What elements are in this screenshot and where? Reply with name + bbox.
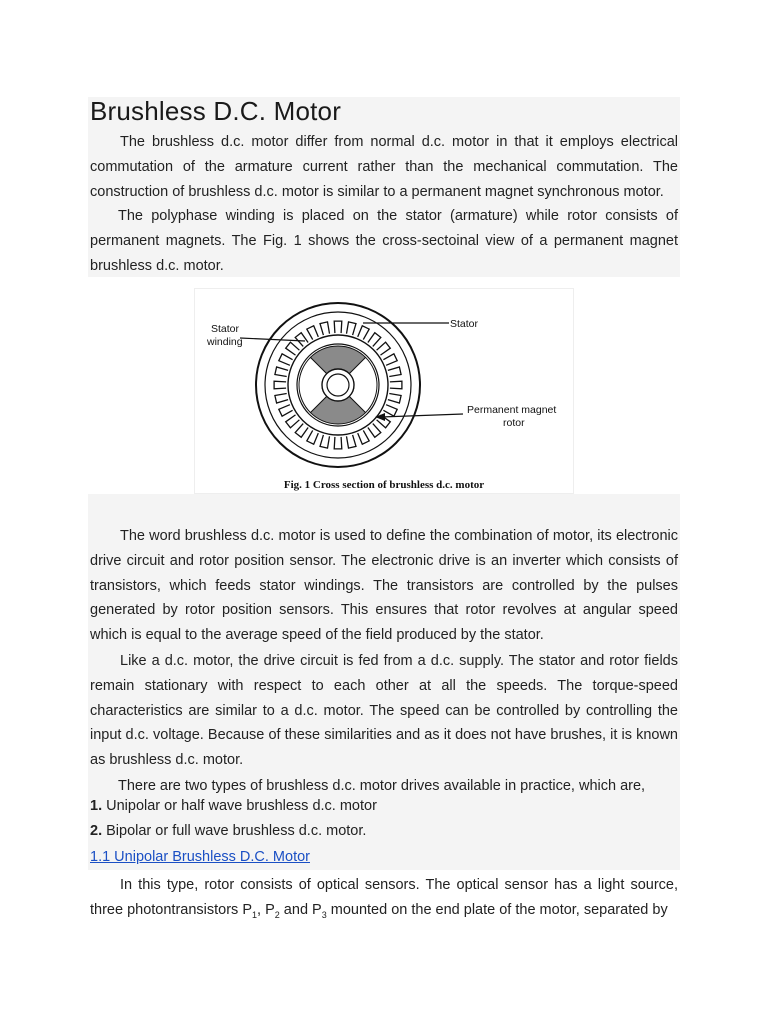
list-item <box>90 798 377 814</box>
label-stator-winding: Stator <box>211 323 240 335</box>
label-permanent-magnet: Permanent magnet <box>467 404 557 416</box>
motor-cross-section-diagram <box>195 289 575 495</box>
paragraph: The brushless d.c. motor differ from normal d.c. motor in that it employs electrical commutation of the armature current rather than the mechanical commutation. The construction of brushless d.c. motor is similar to a permanent magnet synchronous motor. <box>90 134 678 200</box>
list-text: Bipolar or full wave brushless d.c. motor. <box>102 823 367 839</box>
figure-caption: Fig. 1 Cross section of brushless d.c. motor <box>283 479 485 491</box>
paragraph: There are two types of brushless d.c. motor drives available in practice, which are, <box>118 778 646 794</box>
section-link[interactable]: 1.1 Unipolar Brushless D.C. Motor <box>90 849 310 865</box>
paragraph: In this type, rotor consists of optical sensors. The optical sensor has a light source, three photontransistors $P_1$, $P_2$ and $P_3$ mounted on the end plate of the motor, separated by <box>90 877 678 920</box>
paragraph: The polyphase winding is placed on the stator (armature) while rotor consists of permanent magnets. The Fig. 1 shows the cross-sectoinal view of a permanent magnet brushless d.c. motor. <box>90 208 678 274</box>
label-stator: Stator <box>450 318 479 330</box>
paragraph: The word brushless d.c. motor is used to define the combination of motor, its electronic drive circuit and rotor position sensor. The electronic drive is an inverter which consists of transistors, which feeds stator windings. The transistors are controlled by the pulses generated by rotor position sensors. This ensures that rotor revolves at angular speed which is equal to the average speed of the field produced by the stator. <box>90 528 678 644</box>
label-stator-winding: winding <box>207 336 243 348</box>
list-number: 1. <box>90 798 103 814</box>
list-text: Unipolar or half wave brushless d.c. motor <box>102 798 377 814</box>
page-title: Brushless D.C. Motor <box>90 96 342 126</box>
list-number: 2. <box>90 823 103 839</box>
paragraph: Like a d.c. motor, the drive circuit is fed from a d.c. supply. The stator and rotor fields remain stationary with respect to each other at all the speeds. The torque-speed characteristics are similar to a d.c. motor. The speed can be controlled by controlling the input d.c. voltage. Because of these similarities and as it does not have brushes, it is known as brushless d.c. motor. <box>90 653 678 769</box>
motor-figure <box>194 288 574 494</box>
label-rotor: rotor <box>503 417 525 429</box>
list-item <box>90 823 366 839</box>
